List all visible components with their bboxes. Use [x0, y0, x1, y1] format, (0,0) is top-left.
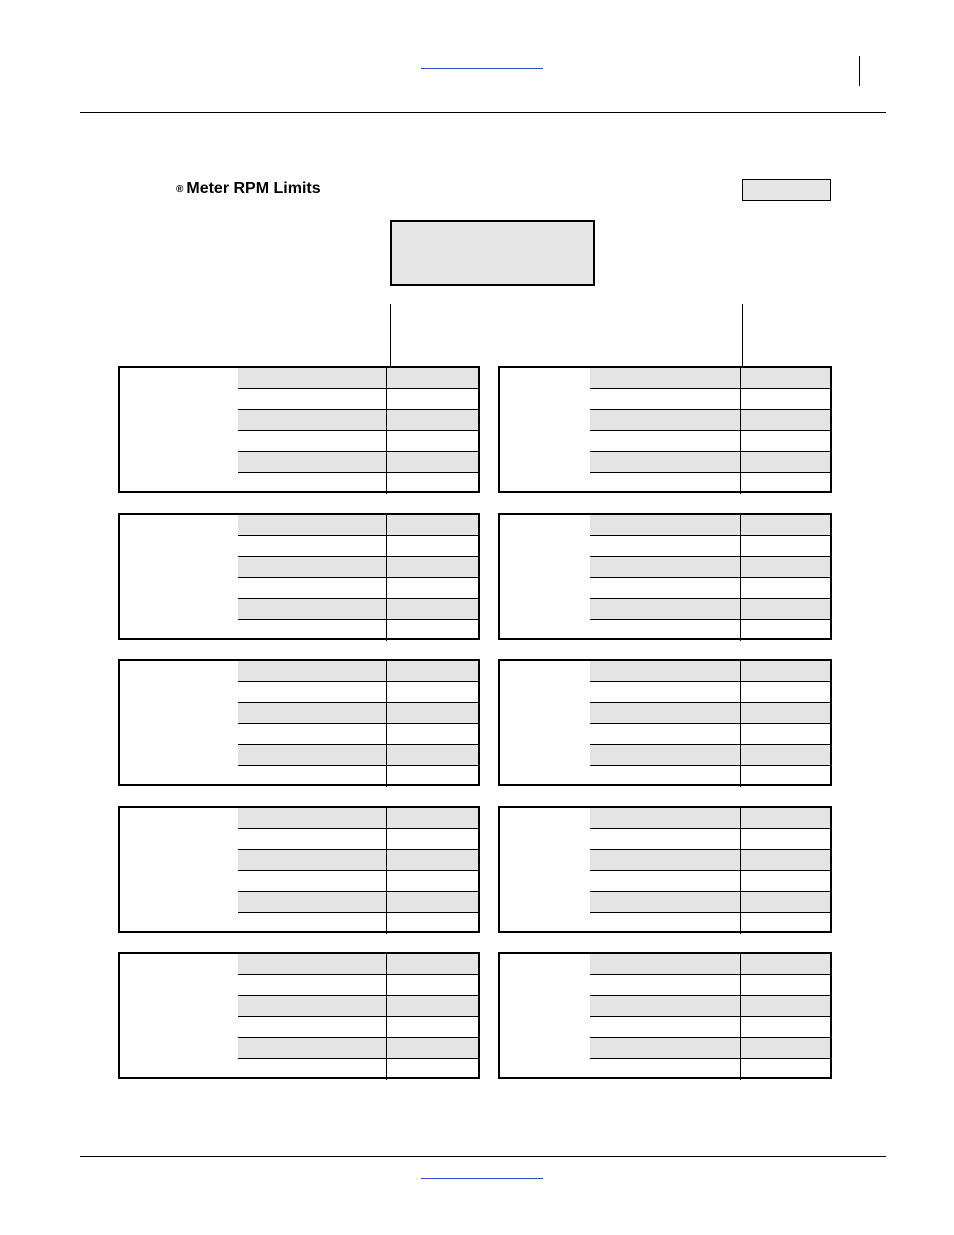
table-cell-name [238, 389, 387, 409]
table-row [590, 996, 830, 1017]
table-cell-name [590, 452, 741, 472]
table-cell-name [590, 954, 741, 974]
table-cell-name [238, 536, 387, 556]
table-cell-name [590, 599, 741, 619]
table-row [238, 661, 478, 682]
table-row [590, 410, 830, 431]
table-row [590, 871, 830, 892]
table-cell-name [590, 871, 741, 891]
table-row [590, 452, 830, 473]
table-cell-name [590, 829, 741, 849]
meter-panel [118, 659, 480, 786]
table-row [590, 1017, 830, 1038]
table-cell-value [743, 996, 830, 1016]
table-cell-value [743, 808, 830, 828]
table-cell-name [238, 975, 387, 995]
table-row [238, 389, 478, 410]
table-cell-value [390, 515, 478, 535]
table-cell-name [238, 850, 387, 870]
table-row [590, 975, 830, 996]
table-cell-value [743, 389, 830, 409]
table-cell-name [590, 996, 741, 1016]
table-row [238, 745, 478, 766]
table-cell-value [743, 410, 830, 430]
table-row [590, 954, 830, 975]
table-cell-name [238, 431, 387, 451]
table-cell-value [390, 745, 478, 765]
table-cell-value [390, 871, 478, 891]
section-title [176, 180, 321, 198]
table-cell-name [590, 892, 741, 912]
table-row [238, 599, 478, 620]
table-cell-name [590, 703, 741, 723]
table-row [238, 808, 478, 829]
table-cell-value [390, 578, 478, 598]
table-cell-value [743, 682, 830, 702]
table-cell-name [590, 682, 741, 702]
table-cell-value [390, 1059, 478, 1080]
table-row [238, 557, 478, 578]
table-cell-name [238, 892, 387, 912]
table-row [238, 515, 478, 536]
table-cell-name [590, 1059, 741, 1080]
table-row [238, 536, 478, 557]
table-cell-name [238, 745, 387, 765]
table-cell-value [743, 452, 830, 472]
table-cell-name [238, 557, 387, 577]
table-cell-value [743, 829, 830, 849]
meter-panel [118, 806, 480, 933]
table-cell-value [390, 661, 478, 681]
table-row [590, 892, 830, 913]
table-cell-value [390, 557, 478, 577]
table-row [238, 368, 478, 389]
table-cell-value [743, 620, 830, 641]
table-cell-name [590, 1017, 741, 1037]
meter-panel [118, 952, 480, 1079]
footer-rule [80, 1156, 886, 1157]
table-row [238, 1017, 478, 1038]
table-cell-name [238, 410, 387, 430]
table-cell-value [743, 515, 830, 535]
callout-line-left [390, 304, 391, 366]
table-row [238, 954, 478, 975]
table-cell-name [590, 620, 741, 641]
table-cell-name [238, 829, 387, 849]
table-cell-name [590, 913, 741, 934]
table-cell-value [743, 892, 830, 912]
table-row [238, 1038, 478, 1059]
table-cell-value [390, 620, 478, 641]
table-cell-value [743, 578, 830, 598]
table-row [238, 975, 478, 996]
table-cell-name [590, 808, 741, 828]
table-cell-name [238, 871, 387, 891]
table-cell-name [238, 368, 387, 388]
table-cell-value [743, 724, 830, 744]
table-cell-name [590, 578, 741, 598]
table-cell-name [590, 745, 741, 765]
table-row [590, 620, 830, 641]
table-cell-value [743, 1017, 830, 1037]
table-row [238, 892, 478, 913]
table-cell-value [390, 913, 478, 934]
table-cell-name [590, 1038, 741, 1058]
meter-panel-grid [590, 515, 830, 638]
table-row [590, 368, 830, 389]
table-cell-name [590, 515, 741, 535]
table-cell-name [238, 1017, 387, 1037]
table-cell-value [390, 766, 478, 787]
table-cell-name [238, 473, 387, 494]
table-cell-value [743, 661, 830, 681]
table-cell-value [743, 536, 830, 556]
meter-panel-grid [590, 368, 830, 491]
table-cell-name [590, 536, 741, 556]
table-cell-name [238, 996, 387, 1016]
table-row [238, 431, 478, 452]
meter-panel [118, 366, 480, 493]
table-row [590, 661, 830, 682]
meter-panel-grid [238, 808, 478, 931]
table-cell-value [390, 1038, 478, 1058]
table-cell-name [590, 431, 741, 451]
table-row [590, 599, 830, 620]
table-cell-name [238, 913, 387, 934]
table-cell-value [390, 954, 478, 974]
table-row [238, 682, 478, 703]
table-row [238, 620, 478, 641]
table-cell-value [743, 745, 830, 765]
table-row [238, 578, 478, 599]
meter-panel-grid [590, 661, 830, 784]
table-cell-name [238, 682, 387, 702]
table-row [238, 1059, 478, 1080]
meter-panel-grid [238, 515, 478, 638]
table-cell-name [238, 808, 387, 828]
table-cell-value [390, 599, 478, 619]
table-row [238, 703, 478, 724]
table-row [590, 913, 830, 934]
table-row [590, 515, 830, 536]
meter-panel-grid [238, 368, 478, 491]
table-row [238, 871, 478, 892]
meter-panel-grid [238, 954, 478, 1077]
table-cell-value [743, 975, 830, 995]
table-cell-value [743, 1059, 830, 1080]
table-row [238, 410, 478, 431]
table-cell-value [390, 1017, 478, 1037]
table-row [238, 829, 478, 850]
table-cell-value [743, 954, 830, 974]
meter-panel [498, 952, 832, 1079]
table-cell-name [590, 975, 741, 995]
table-cell-value [390, 724, 478, 744]
table-row [238, 452, 478, 473]
table-row [590, 850, 830, 871]
table-cell-value [390, 829, 478, 849]
table-cell-value [743, 766, 830, 787]
table-cell-value [743, 599, 830, 619]
table-row [590, 724, 830, 745]
table-cell-name [238, 661, 387, 681]
table-row [590, 745, 830, 766]
table-cell-name [238, 578, 387, 598]
table-row [590, 766, 830, 787]
meter-panel [498, 806, 832, 933]
meter-panel [498, 366, 832, 493]
table-cell-value [390, 368, 478, 388]
table-row [590, 682, 830, 703]
table-row [590, 536, 830, 557]
meter-panel-grid [238, 661, 478, 784]
table-cell-value [390, 892, 478, 912]
table-cell-value [390, 452, 478, 472]
table-row [238, 996, 478, 1017]
meter-panel [498, 513, 832, 640]
table-cell-value [743, 850, 830, 870]
table-row [590, 703, 830, 724]
table-cell-value [390, 410, 478, 430]
table-cell-name [238, 599, 387, 619]
table-row [238, 724, 478, 745]
table-cell-value [390, 536, 478, 556]
table-cell-name [238, 1059, 387, 1080]
table-cell-name [238, 954, 387, 974]
header-page-marker [859, 56, 860, 86]
table-row [590, 578, 830, 599]
table-cell-name [590, 850, 741, 870]
table-cell-value [390, 975, 478, 995]
table-cell-value [743, 431, 830, 451]
table-cell-name [590, 473, 741, 494]
header-link[interactable] [421, 68, 543, 69]
table-cell-value [743, 473, 830, 494]
callout-line-right [742, 304, 743, 366]
table-cell-name [238, 1038, 387, 1058]
table-cell-value [390, 703, 478, 723]
table-cell-value [743, 557, 830, 577]
table-row [590, 431, 830, 452]
table-cell-name [238, 620, 387, 641]
table-cell-value [390, 996, 478, 1016]
table-cell-value [743, 1038, 830, 1058]
table-cell-value [390, 850, 478, 870]
section-title-text: Meter RPM Limits [186, 180, 321, 197]
table-row [238, 913, 478, 934]
table-cell-name [590, 766, 741, 787]
table-cell-value [390, 431, 478, 451]
meter-panel-grid [590, 954, 830, 1077]
table-cell-name [590, 724, 741, 744]
table-cell-name [238, 766, 387, 787]
table-row [590, 473, 830, 494]
table-cell-value [390, 389, 478, 409]
header-rule [80, 112, 886, 113]
table-cell-value [390, 808, 478, 828]
table-cell-value [390, 682, 478, 702]
table-row [238, 473, 478, 494]
table-cell-name [238, 515, 387, 535]
meter-panel [498, 659, 832, 786]
table-cell-value [743, 913, 830, 934]
table-row [590, 808, 830, 829]
meter-panel-grid [590, 808, 830, 931]
table-row [590, 1038, 830, 1059]
table-cell-value [743, 703, 830, 723]
table-cell-name [590, 368, 741, 388]
table-row [238, 766, 478, 787]
table-cell-name [590, 557, 741, 577]
table-row [590, 389, 830, 410]
table-cell-name [590, 410, 741, 430]
footer-link[interactable] [421, 1178, 543, 1179]
table-row [590, 1059, 830, 1080]
table-cell-name [238, 703, 387, 723]
table-row [238, 850, 478, 871]
table-cell-name [238, 452, 387, 472]
registered-mark: ® [176, 184, 184, 195]
badge-box [742, 179, 831, 201]
table-cell-value [390, 473, 478, 494]
table-cell-name [590, 389, 741, 409]
display-box [390, 220, 595, 286]
table-cell-value [743, 871, 830, 891]
table-cell-name [238, 724, 387, 744]
table-cell-value [743, 368, 830, 388]
table-cell-name [590, 661, 741, 681]
table-row [590, 829, 830, 850]
meter-panel [118, 513, 480, 640]
table-row [590, 557, 830, 578]
